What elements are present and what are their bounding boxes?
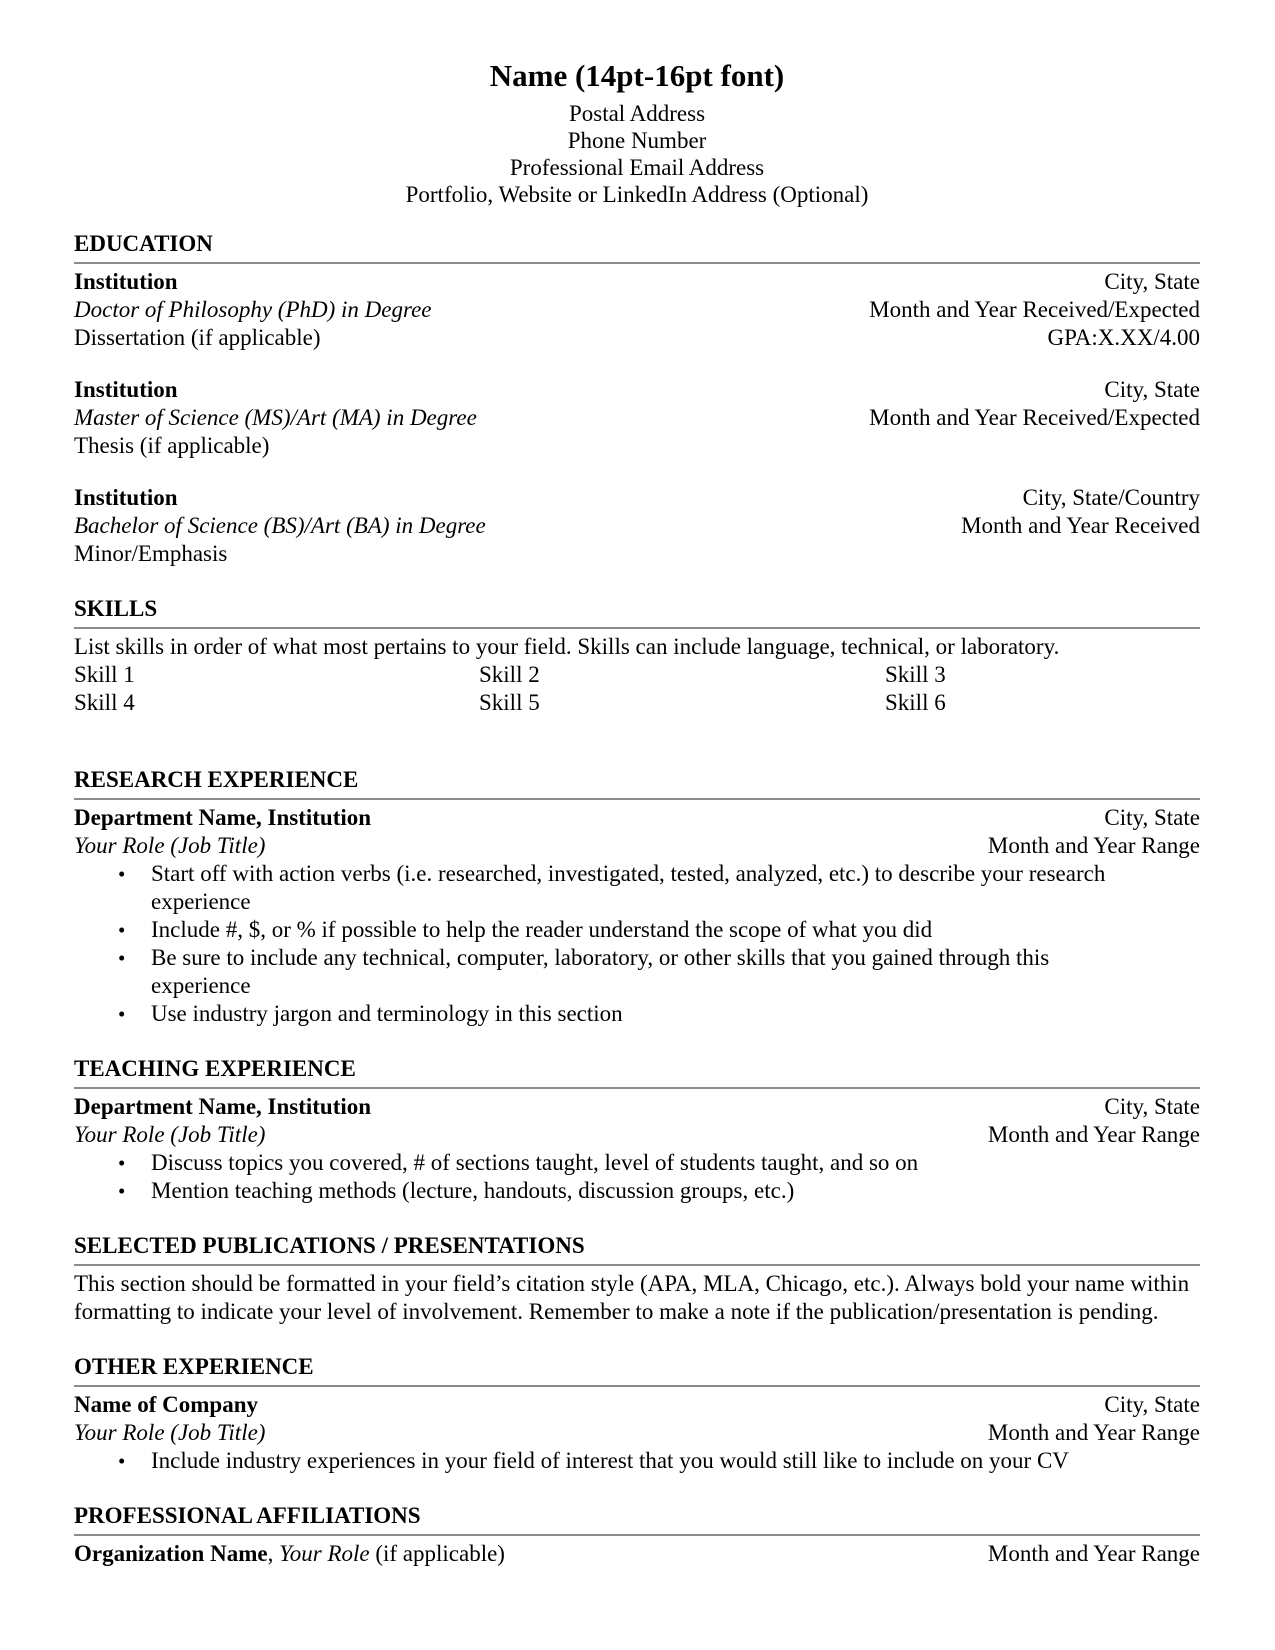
entry-location: City, State xyxy=(1104,269,1200,294)
section-teaching-experience xyxy=(74,1055,1200,1205)
entry-gpa: GPA:X.XX/4.00 xyxy=(1047,325,1200,350)
bullet-text: • Use industry jargon and terminology in this section xyxy=(151,1001,623,1026)
bullet-list xyxy=(74,860,1200,1028)
phone-number: Phone Number xyxy=(567,128,707,153)
entry-detail: Minor/Emphasis xyxy=(74,541,228,566)
section-publications xyxy=(74,1232,1200,1326)
bullet-item xyxy=(74,1177,1200,1205)
entry-row xyxy=(74,1419,1200,1447)
entry-row xyxy=(74,1121,1200,1149)
entry-date: Month and Year Range xyxy=(987,1420,1200,1445)
entry-location: City, State xyxy=(1104,805,1200,830)
entry-detail: Dissertation (if applicable) xyxy=(74,325,321,350)
skills-grid xyxy=(74,661,1200,717)
institution-name: Institution xyxy=(74,377,178,402)
organization-name: Organization Name xyxy=(74,1541,268,1566)
entry-location: City, State xyxy=(1104,1392,1200,1417)
bullet-text: • Discuss topics you covered, # of sections taught, level of students taught, and so on xyxy=(151,1150,919,1175)
entry-row xyxy=(74,804,1200,832)
section-heading-education: EDUCATION xyxy=(74,230,1200,264)
affiliation-suffix: (if applicable) xyxy=(369,1541,505,1566)
org-name: Department Name, Institution xyxy=(74,1094,372,1119)
entry-row xyxy=(74,832,1200,860)
bullet-item xyxy=(74,944,1200,1000)
institution-name: Institution xyxy=(74,269,178,294)
role-title: Your Role (Job Title) xyxy=(74,1420,266,1445)
entry-row xyxy=(74,1391,1200,1419)
bullet-item xyxy=(74,860,1200,916)
entry-row xyxy=(74,512,1200,540)
bullet-item xyxy=(74,1000,1200,1028)
entry-detail: Thesis (if applicable) xyxy=(74,433,270,458)
entry-location: City, State/Country xyxy=(1022,485,1200,510)
cv-header xyxy=(74,56,1200,208)
role-title: Your Role (Job Title) xyxy=(74,833,266,858)
entry-row xyxy=(74,404,1200,432)
entry-row xyxy=(74,376,1200,404)
section-heading-affiliations: PROFESSIONAL AFFILIATIONS xyxy=(74,1502,1200,1536)
postal-address: Postal Address xyxy=(568,101,706,126)
org-name: Name of Company xyxy=(74,1392,258,1417)
skills-intro: List skills in order of what most pertains to your field. Skills can include language, technical, or laboratory. xyxy=(74,634,1060,659)
bullet-list xyxy=(74,1149,1200,1205)
skill-item: Skill 3 xyxy=(885,662,946,687)
section-research-experience xyxy=(74,766,1200,1028)
degree-title: Bachelor of Science (BS)/Art (BA) in Degree xyxy=(74,513,486,538)
bullet-text: • Mention teaching methods (lecture, handouts, discussion groups, etc.) xyxy=(151,1178,795,1203)
affiliation-role: Your Role xyxy=(279,1541,370,1566)
entry-date: Month and Year Range xyxy=(987,833,1200,858)
entry-row xyxy=(74,432,1200,460)
entry-date: Month and Year Received/Expected xyxy=(869,297,1200,322)
skill-item: Skill 4 xyxy=(74,690,135,715)
section-heading-teaching: TEACHING EXPERIENCE xyxy=(74,1055,1200,1089)
affiliation-line xyxy=(74,1540,505,1568)
education-entry xyxy=(74,484,1200,568)
section-professional-affiliations xyxy=(74,1502,1200,1568)
bullet-text: • Include #, $, or % if possible to help the reader understand the scope of what you did xyxy=(151,917,933,942)
entry-location: City, State xyxy=(1104,377,1200,402)
entry-row xyxy=(74,1540,1200,1568)
entry-location: City, State xyxy=(1104,1094,1200,1119)
entry-row xyxy=(74,268,1200,296)
name-heading: Name (14pt-16pt font) xyxy=(489,58,785,93)
entry-row xyxy=(74,540,1200,568)
entry-row xyxy=(74,324,1200,352)
role-title: Your Role (Job Title) xyxy=(74,1122,266,1147)
entry-date: Month and Year Range xyxy=(987,1122,1200,1147)
section-skills xyxy=(74,595,1200,717)
section-other-experience xyxy=(74,1353,1200,1475)
section-heading-publications: SELECTED PUBLICATIONS / PRESENTATIONS xyxy=(74,1232,1200,1266)
section-education xyxy=(74,230,1200,568)
entry-date: Month and Year Received/Expected xyxy=(869,405,1200,430)
email-address: Professional Email Address xyxy=(509,155,765,180)
bullet-text: • Include industry experiences in your field of interest that you would still like to include on your CV xyxy=(151,1448,1069,1473)
publications-note: This section should be formatted in your field’s citation style (APA, MLA, Chicago, etc.). Always bold your name within formatting to indicate your level of involvement. Remember to make a note if the publication/presentation is pending. xyxy=(74,1271,1190,1324)
bullet-list xyxy=(74,1447,1200,1475)
section-heading-other: OTHER EXPERIENCE xyxy=(74,1353,1200,1387)
entry-row xyxy=(74,484,1200,512)
bullet-text: • Be sure to include any technical, computer, laboratory, or other skills that you gained through this experience xyxy=(151,945,1050,998)
org-name: Department Name, Institution xyxy=(74,805,372,830)
bullet-item xyxy=(74,1149,1200,1177)
bullet-item xyxy=(74,1447,1200,1475)
entry-row xyxy=(74,296,1200,324)
education-entry xyxy=(74,376,1200,460)
skill-item: Skill 1 xyxy=(74,662,135,687)
section-heading-research: RESEARCH EXPERIENCE xyxy=(74,766,1200,800)
institution-name: Institution xyxy=(74,485,178,510)
section-heading-skills: SKILLS xyxy=(74,595,1200,629)
entry-row xyxy=(74,1093,1200,1121)
entry-date: Month and Year Range xyxy=(987,1541,1200,1566)
portfolio-line: Portfolio, Website or LinkedIn Address (Optional) xyxy=(405,182,869,207)
bullet-text: • Start off with action verbs (i.e. researched, investigated, tested, analyzed, etc.) to describe your research experience xyxy=(151,861,1106,914)
degree-title: Master of Science (MS)/Art (MA) in Degree xyxy=(74,405,477,430)
entry-date: Month and Year Received xyxy=(961,513,1200,538)
affiliation-separator: , xyxy=(267,1541,280,1566)
degree-title: Doctor of Philosophy (PhD) in Degree xyxy=(74,297,432,322)
skill-item: Skill 5 xyxy=(479,690,540,715)
bullet-item xyxy=(74,916,1200,944)
skill-item: Skill 6 xyxy=(885,690,946,715)
education-entry xyxy=(74,268,1200,352)
skill-item: Skill 2 xyxy=(479,662,540,687)
